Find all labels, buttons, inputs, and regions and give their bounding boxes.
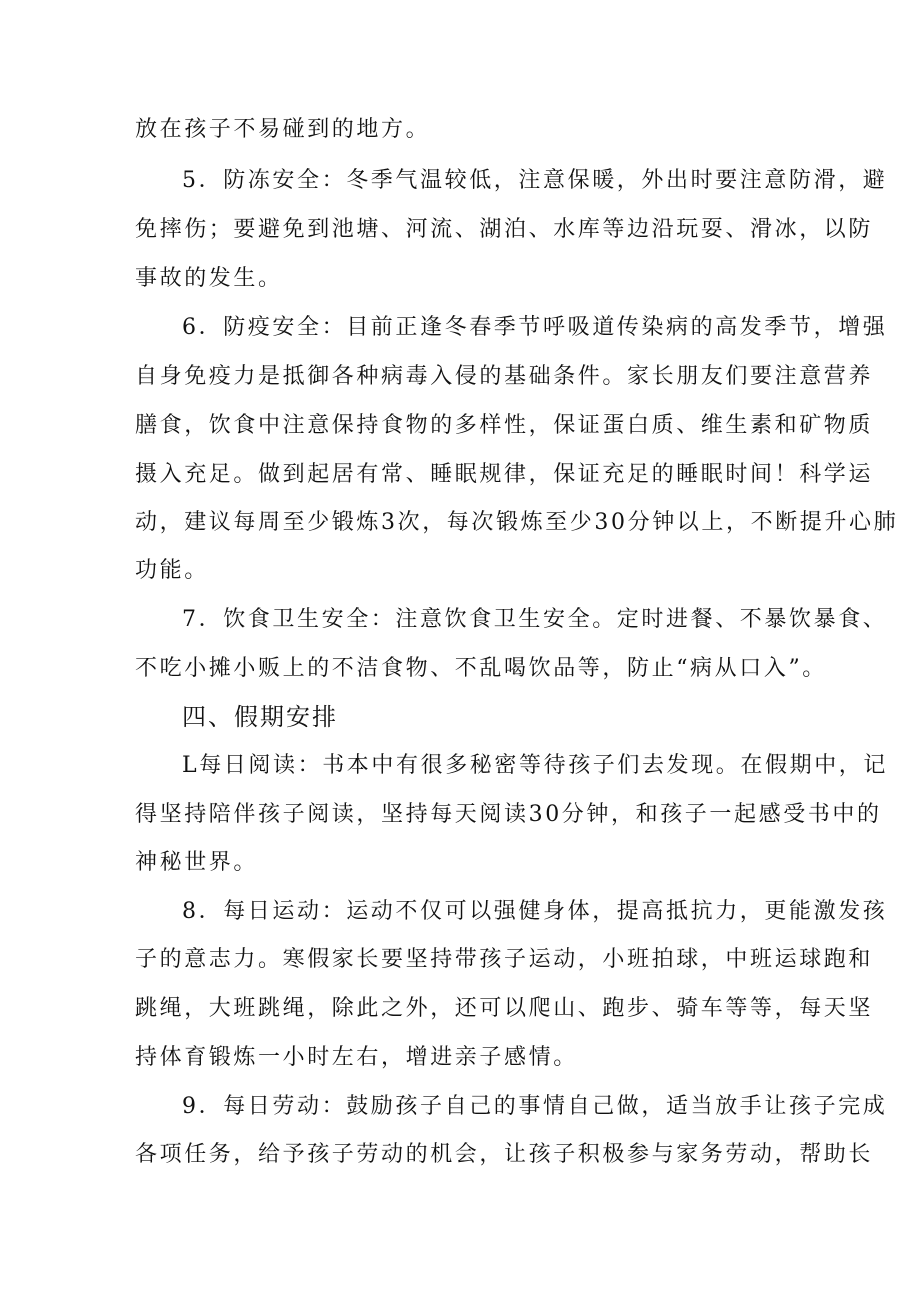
paragraph-line: 事故的发生。	[135, 266, 283, 291]
paragraph-line: 神秘世界。	[135, 850, 259, 875]
section-heading: 四、假期安排	[182, 703, 338, 731]
paragraph-line: 摄入充足。做到起居有常、睡眠规律，保证充足的睡眠时间！科学运	[135, 462, 874, 487]
paragraph-line: 不吃小摊小贩上的不洁食物、不乱喝饮品等，防止“病从口入”。	[135, 656, 827, 681]
paragraph-line: 跳绳，大班跳绳，除此之外，还可以爬山、跑步、骑车等等，每天坚	[135, 996, 874, 1021]
paragraph-line: 子的意志力。寒假家长要坚持带孩子运动，小班拍球，中班运球跑和	[135, 947, 874, 972]
paragraph-line: 免摔伤；要避免到池塘、河流、湖泊、水库等边沿玩耍、滑冰，以防	[135, 217, 874, 242]
paragraph-line: 5．防冻安全：冬季气温较低，注意保暖，外出时要注意防滑，避	[182, 168, 888, 193]
paragraph-line: 6．防疫安全：目前正逢冬春季节呼吸道传染病的高发季节，增强	[182, 315, 888, 340]
paragraph-line: 功能。	[135, 558, 209, 583]
paragraph-line: 9．每日劳动：鼓励孩子自己的事情自己做，适当放手让孩子完成	[182, 1094, 888, 1119]
paragraph-line: 7．饮食卫生安全：注意饮食卫生安全。定时进餐、不暴饮暴食、	[182, 607, 888, 632]
paragraph-line: 自身免疫力是抵御各种病毒入侵的基础条件。家长朋友们要注意营养	[135, 364, 874, 389]
paragraph-line: 放在孩子不易碰到的地方。	[135, 117, 431, 142]
paragraph-line: 各项任务，给予孩子劳动的机会，让孩子积极参与家务劳动，帮助长	[135, 1142, 874, 1167]
paragraph-line: 动，建议每周至少锻炼3次，每次锻炼至少30分钟以上，不断提升心肺	[135, 510, 899, 535]
paragraph-line: 得坚持陪伴孩子阅读，坚持每天阅读30分钟，和孩子一起感受书中的	[135, 802, 882, 827]
paragraph-line: 持体育锻炼一小时左右，增进亲子感情。	[135, 1045, 578, 1070]
paragraph-line: L每日阅读：书本中有很多秘密等待孩子们去发现。在假期中，记	[182, 753, 889, 778]
paragraph-line: 8．每日运动：运动不仅可以强健身体，提高抵抗力，更能激发孩	[182, 899, 888, 924]
paragraph-line: 膳食，饮食中注意保持食物的多样性，保证蛋白质、维生素和矿物质	[135, 413, 874, 438]
